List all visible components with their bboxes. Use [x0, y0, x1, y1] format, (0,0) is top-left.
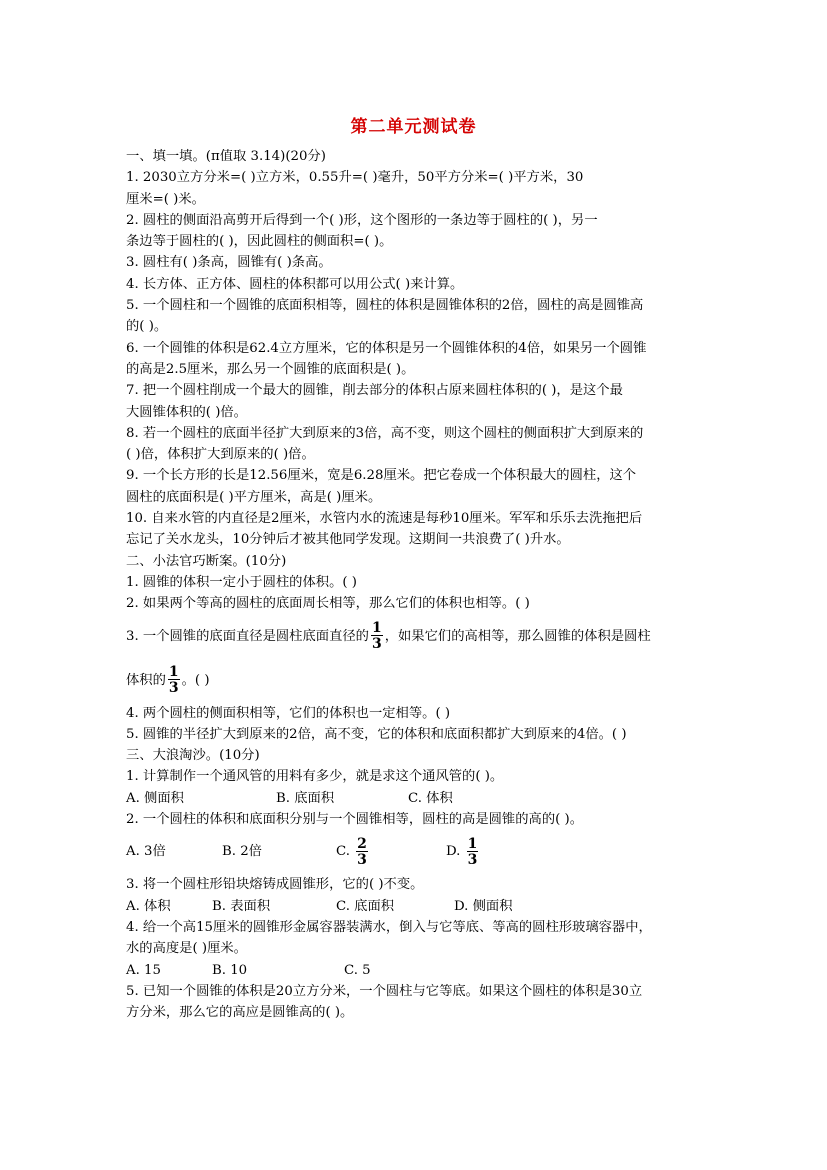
- s3-question-5-cont: 方分米，那么它的高应是圆锥高的( )。: [126, 1005, 354, 1021]
- section-3-heading: 三、大浪淘沙。(10分): [126, 748, 260, 764]
- option-b: B. 2倍: [222, 844, 262, 860]
- s1-line: 的高是2.5厘米，那么另一个圆锥的底面积是( )。: [126, 361, 415, 377]
- option-a: A. 体积: [126, 898, 171, 914]
- option-a: A. 侧面积: [126, 790, 184, 806]
- s3-question-1: 1. 计算制作一个通风管的用料有多少，就是求这个通风管的( )。: [126, 769, 504, 785]
- fraction-one-third: $\frac{1}{3}$: [168, 664, 179, 697]
- s1-line: 的( )。: [126, 319, 168, 335]
- s1-line: 忘记了关水龙头，10分钟后才被其他同学发现。这期间一共浪费了( )升水。: [126, 532, 570, 548]
- s1-line: 圆柱的底面积是( )平方厘米，高是( )厘米。: [126, 489, 382, 505]
- s2-question-1: 1. 圆锥的体积一定小于圆柱的体积。( ): [126, 574, 357, 590]
- s2-question-3-line-1: [126, 615, 716, 659]
- s3-q1-options: [126, 788, 716, 809]
- s2-question-2: 2. 如果两个等高的圆柱的底面周长相等，那么它们的体积也相等。( ): [126, 596, 530, 612]
- s1-line: 4. 长方体、正方体、圆柱的体积都可以用公式( )来计算。: [126, 276, 464, 292]
- s1-line: 2. 圆柱的侧面沿高剪开后得到一个( )形，这个图形的一条边等于圆柱的( )，另一: [126, 212, 598, 228]
- s2-q3-text-d: 。( ): [181, 672, 210, 688]
- s1-line: 7. 把一个圆柱削成一个最大的圆锥，削去部分的体积占原来圆柱体积的( )，是这个最: [126, 383, 623, 399]
- s1-line: 1. 2030立方分米=( )立方米，0.55升=( )毫升，50平方分米=( )平方米，30: [126, 170, 584, 186]
- s2-question-3-line-2: [126, 659, 716, 703]
- s1-line: 9. 一个长方形的长是12.56厘米，宽是6.28厘米。把它卷成一个体积最大的圆柱，这个: [126, 468, 637, 484]
- s2-question-4: 4. 两个圆柱的侧面积相等，它们的体积也一定相等。( ): [126, 705, 451, 721]
- option-b: B. 底面积: [276, 790, 335, 806]
- s3-q2-options: [126, 830, 716, 874]
- test-content: [126, 146, 716, 1023]
- s3-question-3: 3. 将一个圆柱形铅块熔铸成圆锥形，它的( )不变。: [126, 877, 424, 893]
- fraction-two-thirds: $\frac{2}{3}$: [357, 835, 367, 868]
- s2-q3-text-b: ，如果它们的高相等，那么圆锥的体积是圆柱: [384, 628, 651, 644]
- option-d: D. $\frac{1}{3}$: [446, 835, 478, 868]
- s3-question-4-cont: 水的高度是( )厘米。: [126, 941, 247, 957]
- section-1-heading: 一、填一填。(π值取 3.14)(20分): [126, 149, 326, 164]
- s3-question-2: 2. 一个圆柱的体积和底面积分别与一个圆锥相等，圆柱的高是圆锥的高的( )。: [126, 812, 584, 828]
- s3-q3-options: [126, 896, 716, 917]
- s1-line: 8. 若一个圆柱的底面半径扩大到原来的3倍，高不变，则这个圆柱的侧面积扩大到原来的: [126, 425, 644, 441]
- s1-line: 10. 自来水管的内直径是2厘米，水管内水的流速是每秒10厘米。军军和乐乐去洗拖把后: [126, 511, 643, 527]
- page-title: 第二单元测试卷: [350, 117, 477, 137]
- option-c: C. 5: [344, 962, 371, 978]
- option-a: A. 15: [126, 962, 161, 978]
- section-2-heading: 二、小法官巧断案。(10分): [126, 553, 287, 569]
- s3-question-5: 5. 已知一个圆锥的体积是20立方分米，一个圆柱与它等底。如果这个圆柱的体积是30立: [126, 983, 643, 999]
- s1-line: 5. 一个圆柱和一个圆锥的底面积相等，圆柱的体积是圆锥体积的2倍，圆柱的高是圆锥高: [126, 298, 644, 314]
- option-c: C. 体积: [408, 790, 453, 806]
- s1-line: 条边等于圆柱的( )，因此圆柱的侧面积=( )。: [126, 234, 393, 250]
- option-c: C. 底面积: [336, 898, 395, 914]
- option-d: D. 侧面积: [454, 898, 513, 914]
- option-c: C. $\frac{2}{3}$: [336, 835, 367, 868]
- option-b: B. 表面积: [212, 898, 271, 914]
- option-b: B. 10: [212, 962, 248, 978]
- s3-question-4: 4. 给一个高15厘米的圆锥形金属容器装满水，倒入与它等底、等高的圆柱形玻璃容器中，: [126, 919, 652, 935]
- fraction-one-third: $\frac{1}{3}$: [371, 620, 382, 653]
- s2-q3-text-a: 3. 一个圆锥的底面直径是圆柱底面直径的: [126, 628, 369, 644]
- s2-question-5: 5. 圆锥的半径扩大到原来的2倍，高不变，它的体积和底面积都扩大到原来的4倍。( ): [126, 726, 627, 742]
- s2-q3-text-c: 体积的: [126, 672, 166, 688]
- s1-line: 厘米=( )米。: [126, 191, 205, 207]
- s1-line: ( )倍，体积扩大到原来的( )倍。: [126, 447, 315, 463]
- s1-line: 3. 圆柱有( )条高，圆锥有( )条高。: [126, 255, 332, 271]
- fraction-one-third: $\frac{1}{3}$: [467, 835, 478, 868]
- s1-line: 大圆锥体积的( )倍。: [126, 404, 247, 420]
- option-a: A. 3倍: [126, 844, 166, 860]
- s3-q4-options: [126, 960, 716, 981]
- s1-line: 6. 一个圆锥的体积是62.4立方厘米，它的体积是另一个圆锥体积的4倍，如果另一个圆锥: [126, 340, 647, 356]
